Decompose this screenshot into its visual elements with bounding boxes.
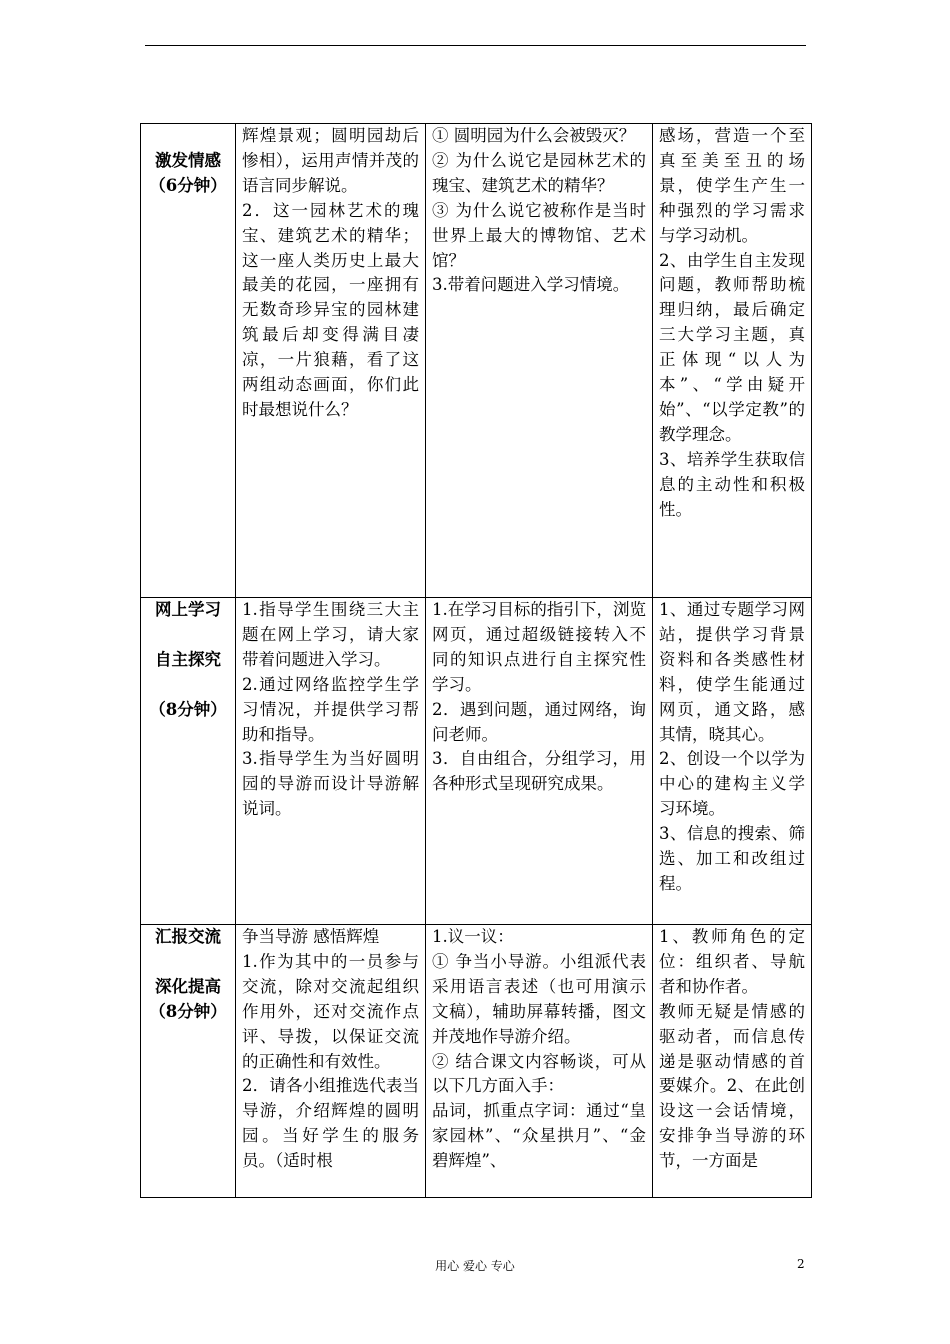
paragraph: 1、教师角色的定位：组织者、导航者和协作者。: [659, 927, 805, 996]
design-intent-cell: [653, 124, 812, 598]
paragraph: 1.作为其中的一员参与交流，除对交流起组织作用外，还对交流作点评、导拨，以保证交流的正确性和有效性。: [242, 951, 419, 1071]
footer-motto: 用心 爱心 专心: [435, 1259, 515, 1273]
stage-duration: （6分钟）: [149, 175, 227, 195]
paragraph: 2、由学生自主发现问题，教师帮助梳理归纳，最后确定三大学习主题，真正体现“以人为本”、“学由疑开始”、“以学定教”的教学理念。: [659, 250, 805, 444]
paragraph: 2.通过网络监控学生学习情况，并提供学习帮助和指导。: [242, 674, 419, 744]
paragraph: 3.带着问题进入学习情境。: [432, 275, 630, 295]
paragraph: 1.指导学生围绕三大主题在网上学习，请大家带着问题进入学习。: [242, 600, 419, 669]
paragraph: ② 为什么说它是园林艺术的瑰宝、建筑艺术的精华？: [432, 150, 646, 195]
student-activity-cell: [426, 124, 653, 598]
stage-label: 网上学习: [155, 600, 221, 619]
stage-label: 汇报交流: [155, 927, 221, 946]
paragraph: 2、创设一个以学为中心的建构主义学习环境。: [659, 749, 805, 819]
stage-duration: （8分钟）: [149, 699, 227, 719]
student-activity-cell: [426, 598, 653, 925]
table-row: [141, 925, 812, 1198]
teacher-activity-cell: [236, 925, 426, 1198]
table-row: [141, 124, 812, 598]
stage-label: 深化提高: [155, 976, 221, 996]
lesson-plan-table: [140, 123, 812, 1198]
paragraph: 品词，抓重点字词：通过“皇家园林”、“众星拱月”、“金碧辉煌”、: [432, 1101, 646, 1171]
paragraph: 1.在学习目标的指引下，浏览网页，通过超级链接转入不同的知识点进行自主探究性学习。: [432, 600, 646, 694]
paragraph: 1.议一议：: [432, 927, 514, 946]
paragraph: ① 圆明园为什么会被毁灭？: [432, 126, 636, 145]
stage-cell: [141, 925, 236, 1198]
stage-label: 自主探究: [155, 649, 221, 669]
teacher-activity-cell: [236, 598, 426, 925]
header-rule: [145, 45, 806, 46]
stage-cell: [141, 124, 236, 598]
paragraph: 3、信息的搜索、筛选、加工和改组过程。: [659, 824, 805, 893]
student-activity-cell: [426, 925, 653, 1198]
paragraph: 3、培养学生获取信息的主动性和积极性。: [659, 449, 805, 519]
design-intent-cell: [653, 925, 812, 1198]
paragraph: 感场，营造一个至真至美至丑的场景，使学生产生一种强烈的学习需求与学习动机。: [659, 126, 805, 245]
page-number: 2: [797, 1257, 805, 1271]
design-intent-cell: [653, 598, 812, 925]
teacher-activity-cell: [236, 124, 426, 598]
paragraph: ② 结合课文内容畅谈，可从以下几方面入手：: [432, 1051, 646, 1096]
paragraph: 3.指导学生为当好圆明园的导游而设计导游解说词。: [242, 749, 419, 819]
stage-cell: [141, 598, 236, 925]
paragraph: ① 争当小导游。小组派代表采用语言表述（也可用演示文稿），辅助屏幕转播，图文并茂地作导游介绍。: [432, 951, 646, 1046]
paragraph: 1、通过专题学习网站，提供学习背景资料和各类感性材料，使学生能通过网页，通文路，感其情，晓其心。: [659, 600, 805, 744]
paragraph: 教师无疑是情感的驱动者，而信息传递是驱动情感的首要媒介。2、在此创设这一会话情境，安排争当导游的环节，一方面是: [659, 1001, 805, 1171]
paragraph: ③ 为什么说它被称作是当时世界上最大的博物馆、艺术馆？: [432, 200, 646, 270]
stage-duration: （8分钟）: [149, 1001, 227, 1021]
paragraph: 2．请各小组推选代表当导游，介绍辉煌的圆明园。当好学生的服务员。（适时根: [242, 1076, 419, 1171]
stage-label: 激发情感: [155, 151, 221, 170]
paragraph: 争当导游 感悟辉煌: [242, 927, 380, 946]
table-row: [141, 598, 812, 925]
paragraph: 2．这一园林艺术的瑰宝、建筑艺术的精华；这一座人类历史上最大最美的花园，一座拥有无数奇珍异宝的园林建筑最后却变得满目凄凉，一片狼藉，看了这两组动态画面，你们此时最想说什么？: [242, 200, 419, 419]
paragraph: 辉煌景观；圆明园劫后惨相），运用声情并茂的语言同步解说。: [242, 126, 419, 195]
paragraph: 2．遇到问题，通过网络，询问老师。: [432, 699, 646, 744]
paragraph: 3．自由组合，分组学习，用各种形式呈现研究成果。: [432, 749, 646, 794]
